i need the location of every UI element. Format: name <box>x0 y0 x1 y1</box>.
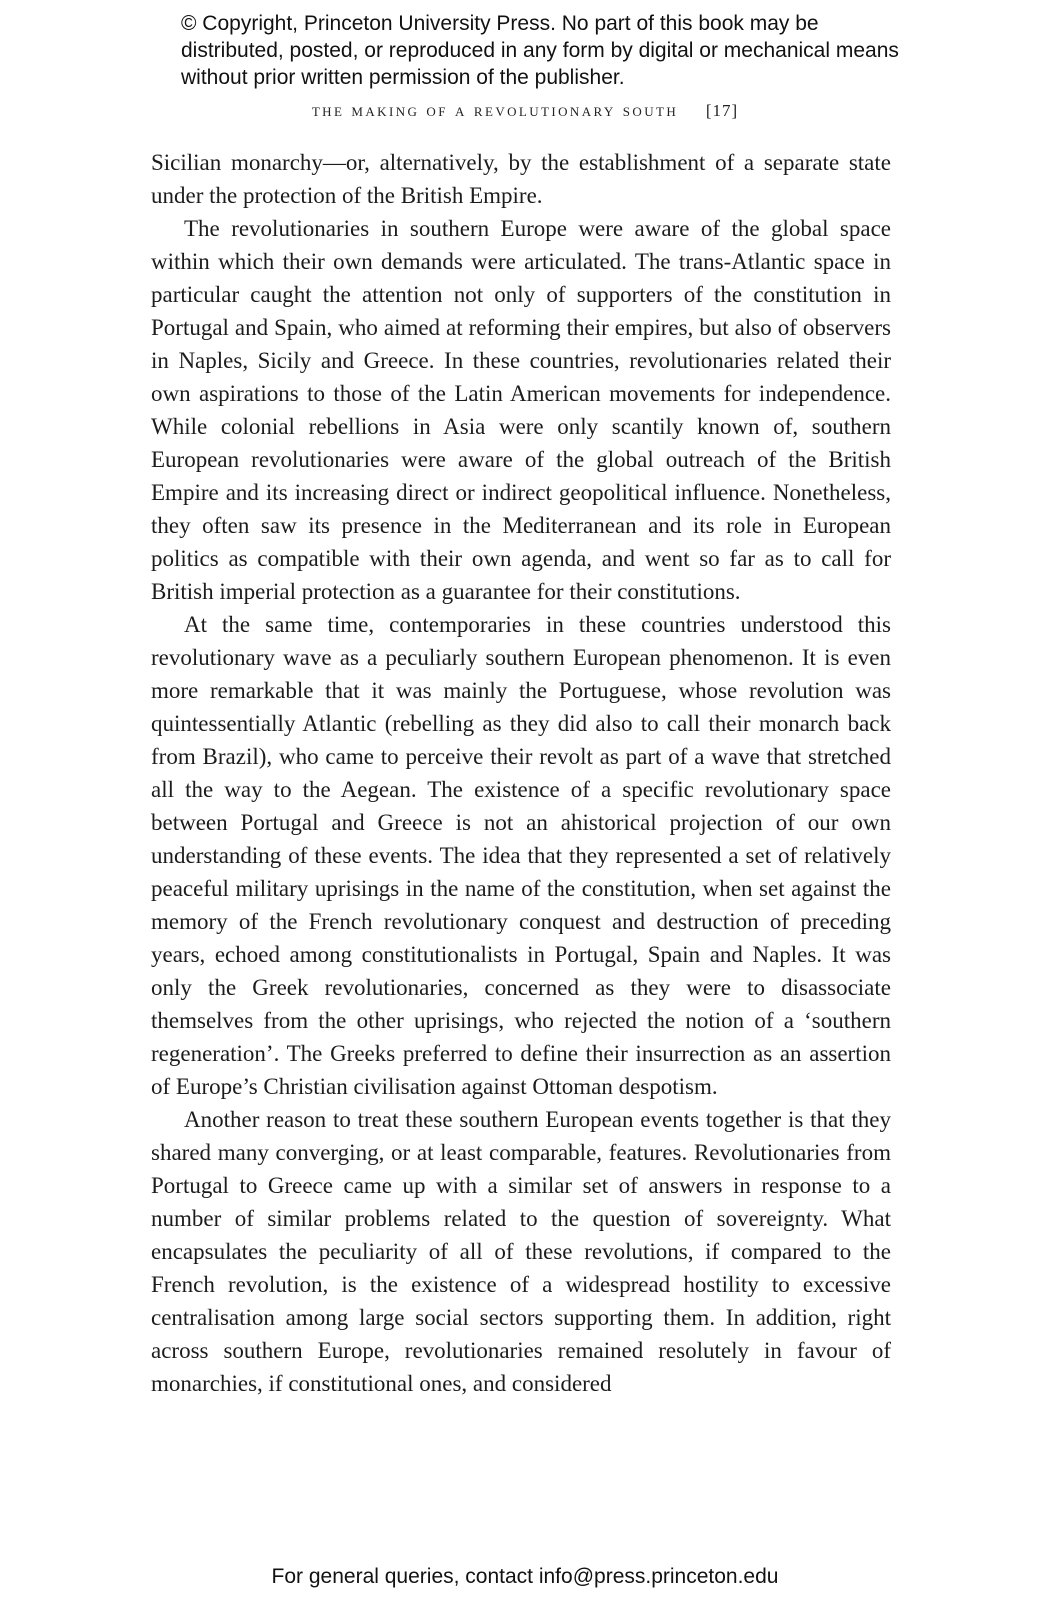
contact-footer: For general queries, contact info@press.princeton.edu <box>271 1565 779 1588</box>
paragraph: At the same time, contemporaries in these countries understood this revolutionary wave as a peculiarly southern European phenomenon. It is even more remarkable that it was mainly the Portuguese, whose revolution was quintessentially Atlantic (rebelling as they did also to call their monarch back from Brazil), who came to perceive their revolt as part of a wave that stretched all the way to the Aegean. The existence of a specific revolutionary space between Portugal and Greece is not an ahistorical projection of our own understanding of these events. The idea that they represented a set of relatively peaceful military uprisings in the name of the constitution, when set against the memory of the French revolutionary conquest and destruction of preceding years, echoed among constitutionalists in Portugal, Spain and Naples. It was only the Greek revolutionaries, concerned as they were to disassociate themselves from the other uprisings, who rejected the notion of a ‘southern regeneration’. The Greeks preferred to define their insurrection as an assertion of Europe’s Christian civilisation against Ottoman despotism. <box>151 612 891 1099</box>
copyright-notice: © Copyright, Princeton University Press. No part of this book may be distributed, posted, or reproduced in any form by digital or mechanical means without prior written permission of the publisher. <box>181 12 899 89</box>
body-text <box>151 146 891 1400</box>
running-head-title: the making of a revolutionary south <box>311 100 679 121</box>
running-head <box>0 100 1050 122</box>
paragraph: Another reason to treat these southern European events together is that they shared many converging, or at least comparable, features. Revolutionaries from Portugal to Greece came up with a similar set of answers in response to a number of similar problems related to the question of sovereignty. What encapsulates the peculiarity of all of these revolutions, if compared to the French revolution, is the existence of a widespread hostility to excessive centralisation among large social sectors supporting them. In addition, right across southern Europe, revolutionaries remained resolutely in favour of monarchies, if constitutional ones, and considered <box>151 1107 891 1396</box>
page-number: [17] <box>705 101 739 120</box>
paragraph: The revolutionaries in southern Europe were aware of the global space within which their own demands were articulated. The trans-Atlantic space in particular caught the attention not only of supporters of the constitution in Portugal and Spain, who aimed at reforming their empires, but also of observers in Naples, Sicily and Greece. In these countries, revolutionaries related their own aspirations to those of the Latin American movements for independence. While colonial rebellions in Asia were only scantily known of, southern European revolutionaries were aware of the global outreach of the British Empire and its increasing direct or indirect geopolitical influence. Nonetheless, they often saw its presence in the Mediterranean and its role in European politics as compatible with their own agenda, and went so far as to call for British imperial protection as a guarantee for their constitutions. <box>151 216 891 604</box>
paragraph: Sicilian monarchy—or, alternatively, by the establishment of a separate state under the protection of the British Empire. <box>151 150 891 208</box>
